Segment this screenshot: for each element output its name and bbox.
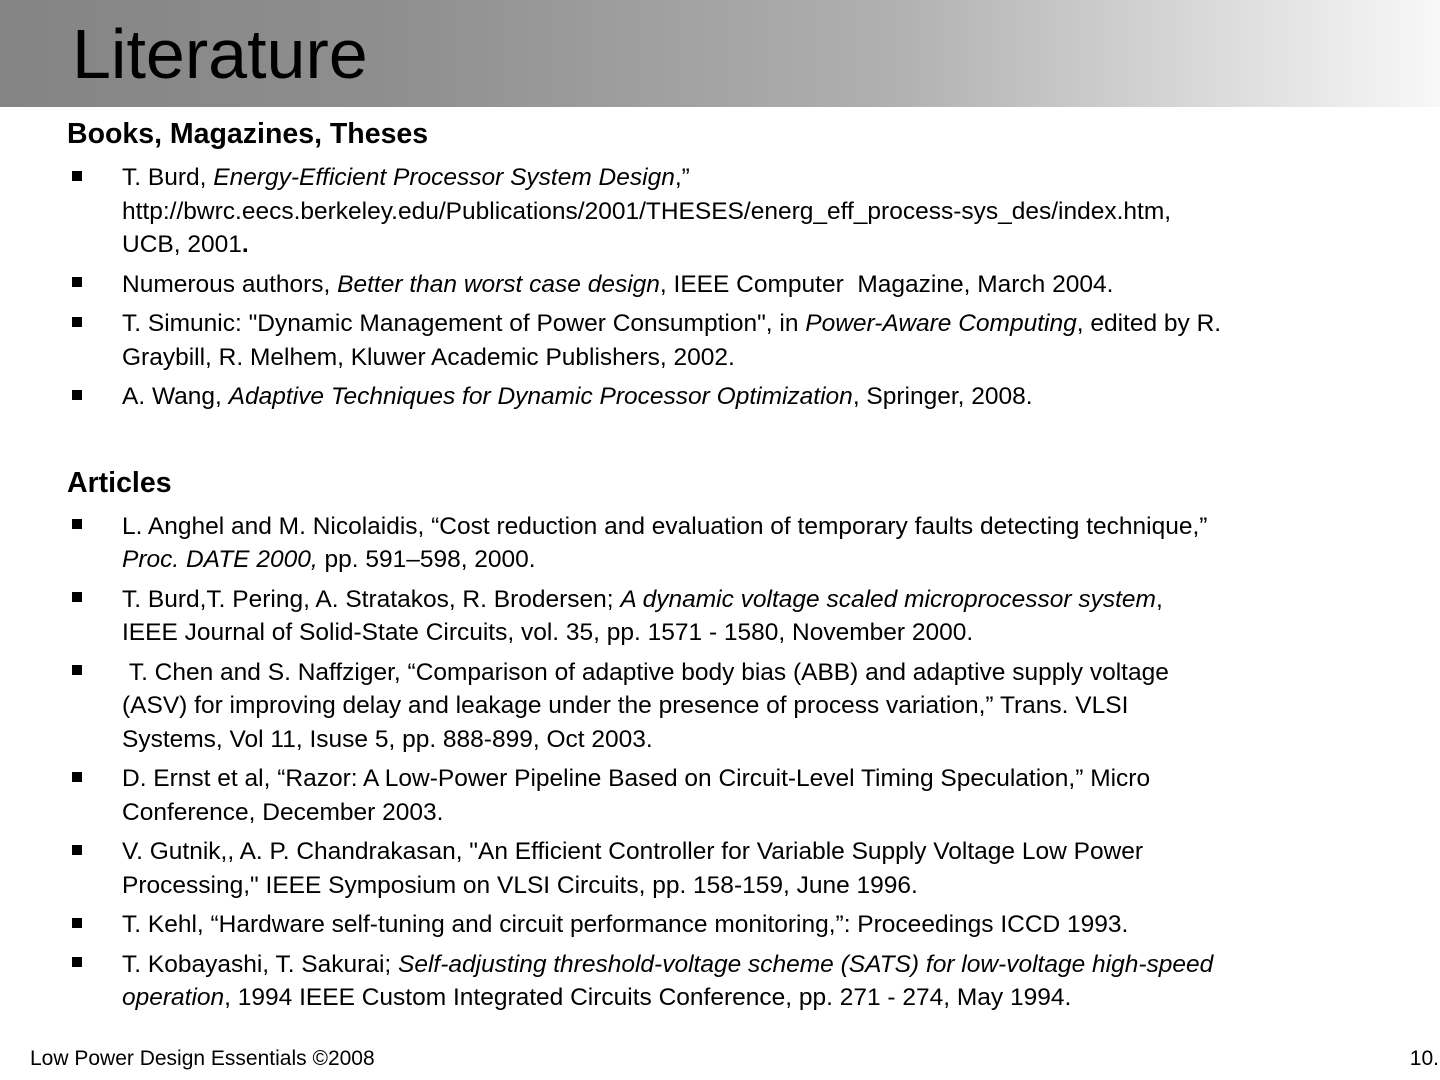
bullet-square-icon xyxy=(72,957,82,967)
reference-text: T. Kobayashi, T. Sakurai; xyxy=(122,950,398,978)
reference-text: , Springer, 2008. xyxy=(852,383,1033,410)
reference-item xyxy=(67,908,1400,942)
reference-text: UCB, 2001 xyxy=(122,231,242,258)
reference-item xyxy=(67,762,1400,829)
reference-text: , IEEE Computer Magazine, March 2004. xyxy=(659,270,1114,298)
reference-text: D. Ernst et al, “Razor: A Low-Power Pipeline Based on Circuit-Level Timing Speculation,” Micro xyxy=(122,765,1151,792)
reference-text: Conference, December 2003. xyxy=(122,798,444,826)
reference-item xyxy=(67,161,1400,262)
reference-text: operation xyxy=(122,984,225,1011)
reference-item xyxy=(67,835,1400,902)
section-heading: Books, Magazines, Theses xyxy=(67,118,429,150)
reference-text: pp. 591–598, 2000. xyxy=(317,546,536,573)
section-heading: Articles xyxy=(67,466,172,499)
bullet-square-icon xyxy=(72,171,82,181)
reference-list xyxy=(67,161,1400,414)
reference-text: Processing," IEEE Symposium on VLSI Circuits, pp. 158-159, June 1996. xyxy=(122,871,918,899)
slide-body xyxy=(0,117,1440,1015)
reference-text: T. Burd,T. Pering, A. Stratakos, R. Brodersen; xyxy=(122,585,621,613)
reference-text: T. Kehl, “Hardware self-tuning and circuit performance monitoring,”: Proceedings ICCD 1993. xyxy=(122,911,1129,938)
reference-item xyxy=(67,948,1400,1015)
reference-text: A. Wang, xyxy=(122,383,229,410)
reference-item xyxy=(67,307,1400,374)
reference-text: , xyxy=(1155,585,1163,613)
reference-text: . xyxy=(241,231,249,258)
bullet-square-icon xyxy=(72,390,82,400)
reference-text: ,” xyxy=(674,164,690,191)
reference-item xyxy=(67,510,1400,577)
reference-section xyxy=(67,117,1400,414)
reference-text: T. Simunic: "Dynamic Management of Power Consumption", in xyxy=(122,310,806,337)
reference-section xyxy=(67,466,1400,1015)
reference-item xyxy=(67,656,1400,757)
reference-text: Adaptive Techniques for Dynamic Processor Optimization xyxy=(228,383,853,410)
reference-text: http://bwrc.eecs.berkeley.edu/Publications/2001/THESES/energ_eff_process-sys_des/index.htm, xyxy=(122,197,1172,225)
bullet-square-icon xyxy=(72,317,82,327)
reference-item xyxy=(67,380,1400,414)
reference-text: , edited by R. xyxy=(1076,310,1222,337)
reference-text: (ASV) for improving delay and leakage under the presence of process variation,” Trans. VLSI xyxy=(122,692,1129,719)
bullet-square-icon xyxy=(72,665,82,675)
reference-item xyxy=(67,268,1400,302)
reference-text: Energy-Efficient Processor System Design xyxy=(213,164,675,191)
reference-text: Systems, Vol 11, Isuse 5, pp. 888-899, Oct 2003. xyxy=(122,725,653,753)
bullet-square-icon xyxy=(72,277,82,287)
reference-text: Self-adjusting threshold-voltage scheme (SATS) for low-voltage high-speed xyxy=(398,950,1214,978)
reference-text: A dynamic voltage scaled microprocessor system xyxy=(620,585,1156,613)
reference-text: T. Chen and S. Naffziger, “Comparison of adaptive body bias (ABB) and adaptive supply voltage xyxy=(122,658,1169,686)
reference-text: Power-Aware Computing xyxy=(805,310,1077,337)
reference-text: Graybill, R. Melhem, Kluwer Academic Publishers, 2002. xyxy=(122,343,735,371)
reference-list xyxy=(67,510,1400,1015)
reference-item xyxy=(67,583,1400,650)
footer-attribution: Low Power Design Essentials ©2008 xyxy=(30,1047,375,1070)
reference-text: , 1994 IEEE Custom Integrated Circuits Conference, pp. 271 - 274, May 1994. xyxy=(224,984,1072,1011)
reference-text: IEEE Journal of Solid-State Circuits, vol. 35, pp. 1571 - 1580, November 2000. xyxy=(122,619,974,646)
page-number: 10. xyxy=(1409,1047,1439,1070)
bullet-square-icon xyxy=(72,592,82,602)
reference-text: Numerous authors, xyxy=(122,270,338,298)
reference-text: T. Burd, xyxy=(122,164,214,191)
reference-text: Proc. DATE 2000, xyxy=(122,546,318,573)
slide-title: Literature xyxy=(72,15,368,93)
reference-text: Better than worst case design xyxy=(337,270,660,298)
reference-text: L. Anghel and M. Nicolaidis, “Cost reduction and evaluation of temporary faults detecting technique,” xyxy=(122,512,1208,540)
reference-text: V. Gutnik,, A. P. Chandrakasan, "An Efficient Controller for Variable Supply Voltage Low Power xyxy=(122,838,1144,865)
bullet-square-icon xyxy=(72,845,82,855)
bullet-square-icon xyxy=(72,918,82,928)
bullet-square-icon xyxy=(72,772,82,782)
bullet-square-icon xyxy=(72,519,82,529)
